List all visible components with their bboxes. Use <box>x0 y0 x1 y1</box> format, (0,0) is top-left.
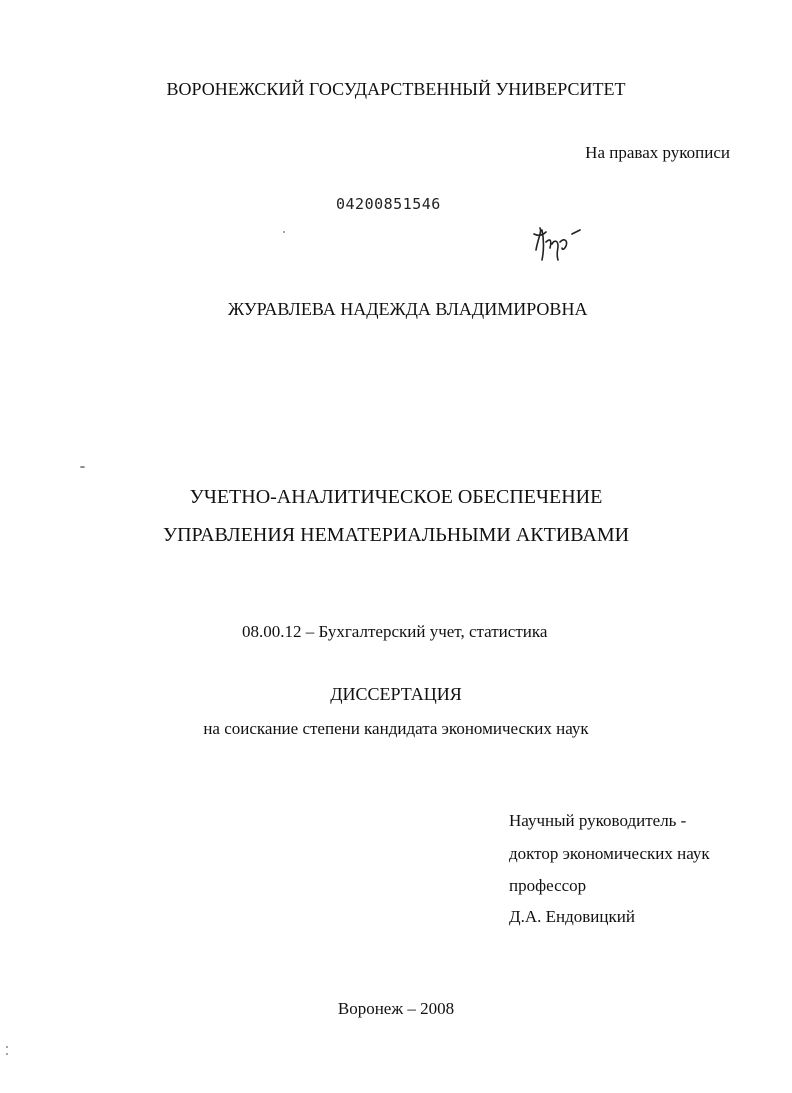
handwritten-signature <box>528 220 592 266</box>
supervisor-rank: профессор <box>509 876 587 895</box>
university-name: ВОРОНЕЖСКИЙ ГОСУДАРСТВЕННЫЙ УНИВЕРСИТЕТ <box>166 79 626 99</box>
supervisor-degree: доктор экономических наук <box>509 844 710 863</box>
supervisor-role: Научный руководитель - <box>509 811 687 830</box>
specialty-code: 08.00.12 – Бухгалтерский учет, статистика <box>242 622 548 641</box>
stamp-number: 04200851546 <box>336 195 441 213</box>
document-type: ДИССЕРТАЦИЯ <box>330 684 462 704</box>
scan-speck <box>283 231 285 233</box>
author-name: ЖУРАВЛЕВА НАДЕЖДА ВЛАДИМИРОВНА <box>228 299 588 319</box>
degree-purpose: на соискание степени кандидата экономических наук <box>203 719 589 738</box>
dissertation-title-line-2: УПРАВЛЕНИЯ НЕМАТЕРИАЛЬНЫМИ АКТИВАМИ <box>162 524 630 546</box>
scan-speck <box>6 1053 8 1055</box>
rights-note: На правах рукописи <box>585 143 730 162</box>
city-year: Воронеж – 2008 <box>337 999 455 1018</box>
dissertation-title-line-1: УЧЕТНО-АНАЛИТИЧЕСКОЕ ОБЕСПЕЧЕНИЕ <box>189 486 603 508</box>
scan-speck <box>6 1046 8 1048</box>
scan-speck <box>80 466 85 468</box>
supervisor-name: Д.А. Ендовицкий <box>509 907 635 926</box>
